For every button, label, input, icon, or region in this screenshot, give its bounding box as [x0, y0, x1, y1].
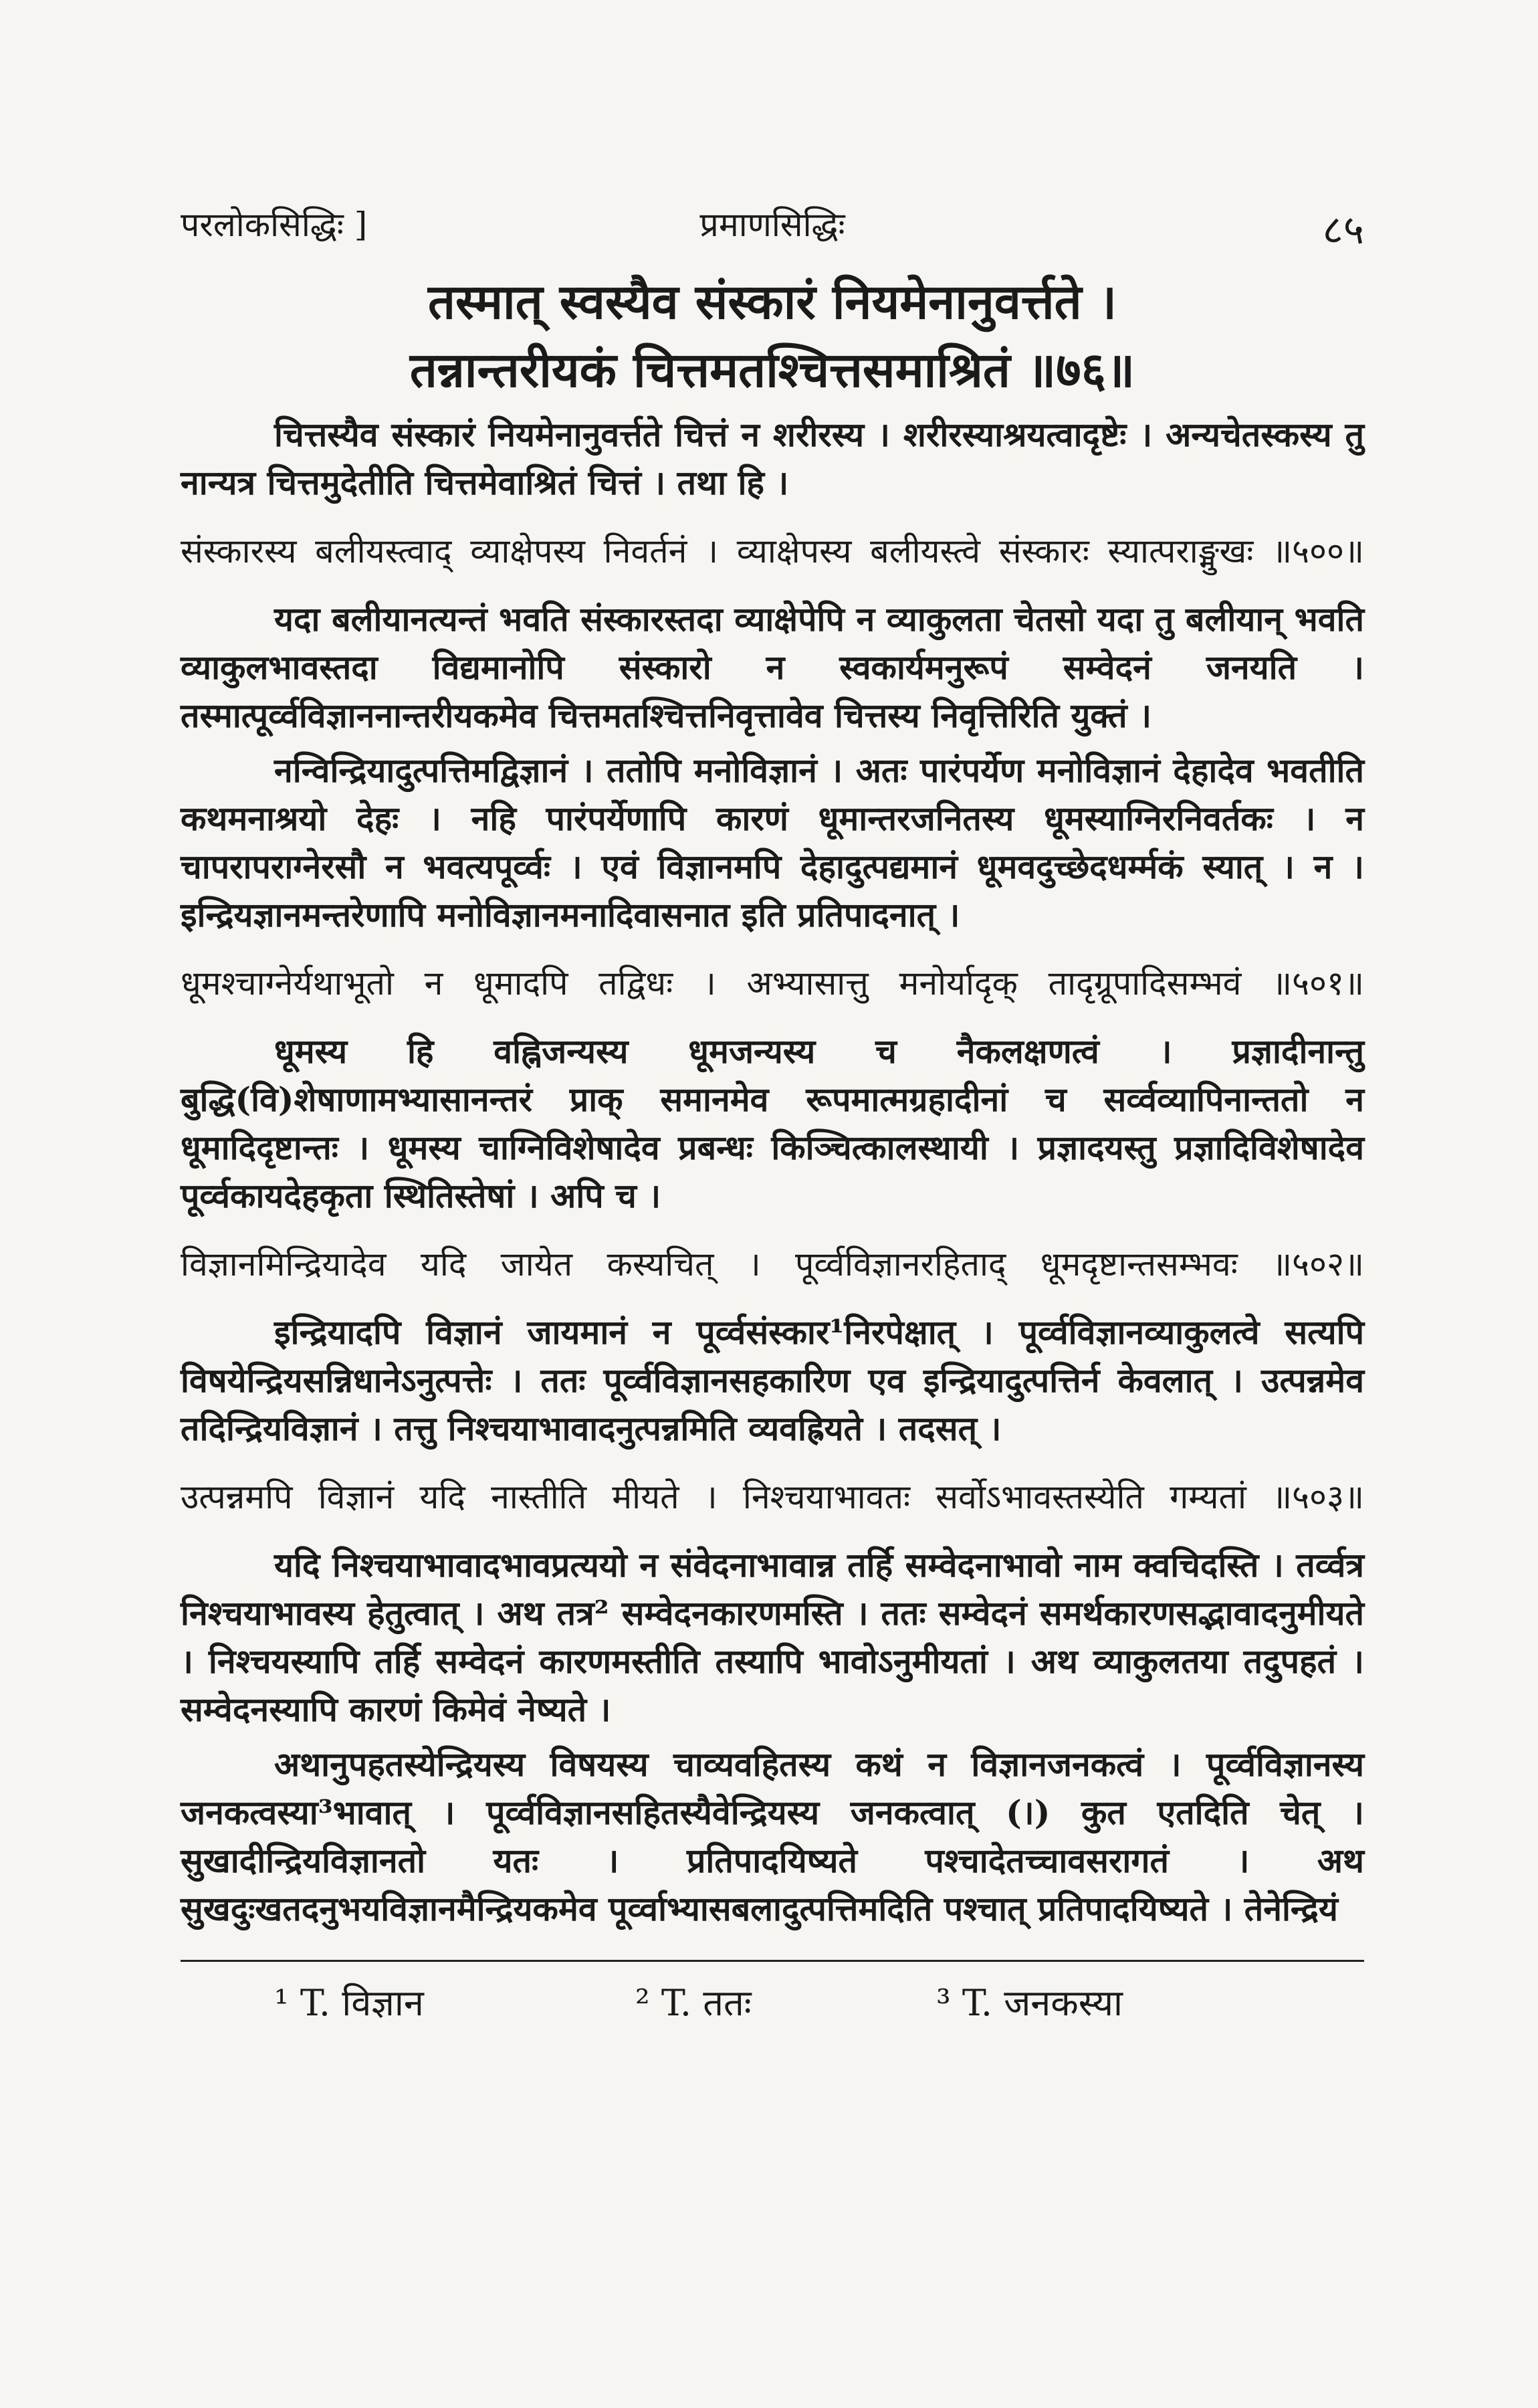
commentary-paragraph-2: यदा बलीयानत्यन्तं भवति संस्कारस्तदा व्याक्षेपेपि न व्याकुलता चेतसो यदा तु बलीयान् भवति व्याकुलभावस्तदा विद्यमानोपि संस्कारो न स्वकार्यमनुरूपं सम्वेदनं जनयति । तस्मात्पूर्व्वविज्ञाननान्तरीयकमेव चित्तमतश्चित्तनिवृत्तावेव चित्तस्य निवृत्तिरिति युक्तं । [181, 599, 1364, 735]
verse-502: विज्ञानमिन्द्रियादेव यदि जायेत कस्यचित् । पूर्व्वविज्ञानरहिताद् धूमदृष्टान्तसम्भवः ॥५०२॥ [181, 1245, 1364, 1284]
verse-501: धूमश्चाग्नेर्यथाभूतो न धूमादपि तद्विधः । अभ्यासात्तु मनोर्यादृक् तादृग्रूपादिसम्भवं ॥५०१॥ [181, 964, 1364, 1003]
main-verse-line-2: तन्नान्तरीयकं चित्तमतश्चित्तसमाश्रितं ॥७६॥ [409, 341, 1135, 398]
commentary-paragraph-6: यदि निश्चयाभावादभावप्रत्ययो न संवेदनाभावान्न तर्हि सम्वेदनाभावो नाम क्वचिदस्ति । तर्व्वत्र निश्चयाभावस्य हेतुत्वात् । अथ तत्र² सम्वेदनकारणमस्ति । ततः सम्वेदनं समर्थकारणसद्भावादनुमीयते । निश्चयस्यापि तर्हि सम्वेदनं कारणमस्तीति तस्यापि भावोऽनुमीयतां । अथ व्याकुलतया तदुपहतं । सम्वेदनस्यापि कारणं किमेवं नेष्यते । [181, 1545, 1364, 1729]
running-head-title: प्रमाणसिद्धिः [699, 205, 845, 244]
footnote-3: ³ T. जनकस्या [936, 1982, 1123, 2024]
footnote-rule [181, 1960, 1364, 1962]
page [181, 187, 1364, 2030]
running-head [181, 187, 1364, 254]
commentary-paragraph-5: इन्द्रियादपि विज्ञानं जायमानं न पूर्व्वसंस्कार¹निरपेक्षात् । पूर्व्वविज्ञानव्याकुलत्वे सत्यपि विषयेन्द्रियसन्निधानेऽनुत्पत्तेः । ततः पूर्व्वविज्ञानसहकारिण एव इन्द्रियादुत्पत्तिर्न केवलात् । उत्पन्नमेव तदिन्द्रियविज्ञानं । तत्तु निश्चयाभावादनुत्पन्नमिति व्यवह्रियते । तदसत् । [181, 1312, 1364, 1448]
footnote-2: ² T. ततः [635, 1982, 752, 2024]
page-number: ८५ [1322, 207, 1364, 254]
main-verse-line-1: तस्मात् स्वस्यैव संस्कारं नियमेनानुवर्त्तते । [427, 273, 1117, 330]
commentary-paragraph-4: धूमस्य हि वह्निजन्यस्य धूमजन्यस्य च नैकलक्षणत्वं । प्रज्ञादीनान्तु बुद्धि(वि)शेषाणामभ्यासानन्तरं प्राक् समानमेव रूपमात्मग्रहादीनां च सर्व्वव्यापिनान्ततो न धूमादिदृष्टान्तः । धूमस्य चाग्निविशेषादेव प्रबन्धः किञ्चित्कालस्थायी । प्रज्ञादयस्तु प्रज्ञादिविशेषादेव पूर्व्वकायदेहकृता स्थितिस्तेषां । अपि च । [181, 1031, 1364, 1215]
commentary-paragraph-1: चित्तस्यैव संस्कारं नियमेनानुवर्त्तते चित्तं न शरीरस्य । शरीरस्याश्रयत्वादृष्टेः । अन्यचेतस्कस्य तु नान्यत्र चित्तमुदेतीति चित्तमेवाश्रितं चित्तं । तथा हि । [181, 415, 1364, 502]
verse-503: उत्पन्नमपि विज्ञानं यदि नास्तीति मीयते । निश्चयाभावतः सर्वोऽभावस्तस्येति गम्यतां ॥५०३॥ [181, 1478, 1364, 1516]
footnotes [181, 1977, 1364, 2030]
verse-500: संस्कारस्य बलीयस्त्वाद् व्याक्षेपस्य निवर्तनं । व्याक्षेपस्य बलीयस्त्वे संस्कारः स्यात्पराङ्मुखः ॥५००॥ [181, 532, 1364, 571]
running-head-section: परलोकसिद्धिः ] [181, 205, 368, 244]
main-verse [181, 268, 1364, 404]
commentary-paragraph-3: नन्विन्द्रियादुत्पत्तिमद्विज्ञानं । ततोपि मनोविज्ञानं । अतः पारंपर्येण मनोविज्ञानं देहादेव भवतीति कथमनाश्रयो देहः । नहि पारंपर्येणापि कारणं धूमान्तरजनितस्य धूमस्याग्निरनिवर्तकः । न चापरापराग्नेरसौ न भवत्यपूर्व्वः । एवं विज्ञानमपि देहादुत्पद्यमानं धूमवदुच्छेदधर्म्मकं स्यात् । न । इन्द्रियज्ञानमन्तरेणापि मनोविज्ञानमनादिवासनात इति प्रतिपादनात् । [181, 750, 1364, 934]
footnote-1: ¹ T. विज्ञान [274, 1982, 424, 2024]
commentary-paragraph-7: अथानुपहतस्येन्द्रियस्य विषयस्य चाव्यवहितस्य कथं न विज्ञानजनकत्वं । पूर्व्वविज्ञानस्य जनकत्वस्या³भावात् । पूर्व्वविज्ञानसहितस्यैवेन्द्रियस्य जनकत्वात् (।) कुत एतदिति चेत् । सुखादीन्द्रियविज्ञानतो यतः । प्रतिपादयिष्यते पश्चादेतच्चावसरागतं । अथ सुखदुःखतदनुभयविज्ञानमैन्द्रियकमेव पूर्व्वाभ्यासबलादुत्पत्तिमदिति पश्चात् प्रतिपादयिष्यते । तेनेन्द्रियं [181, 1744, 1364, 1928]
